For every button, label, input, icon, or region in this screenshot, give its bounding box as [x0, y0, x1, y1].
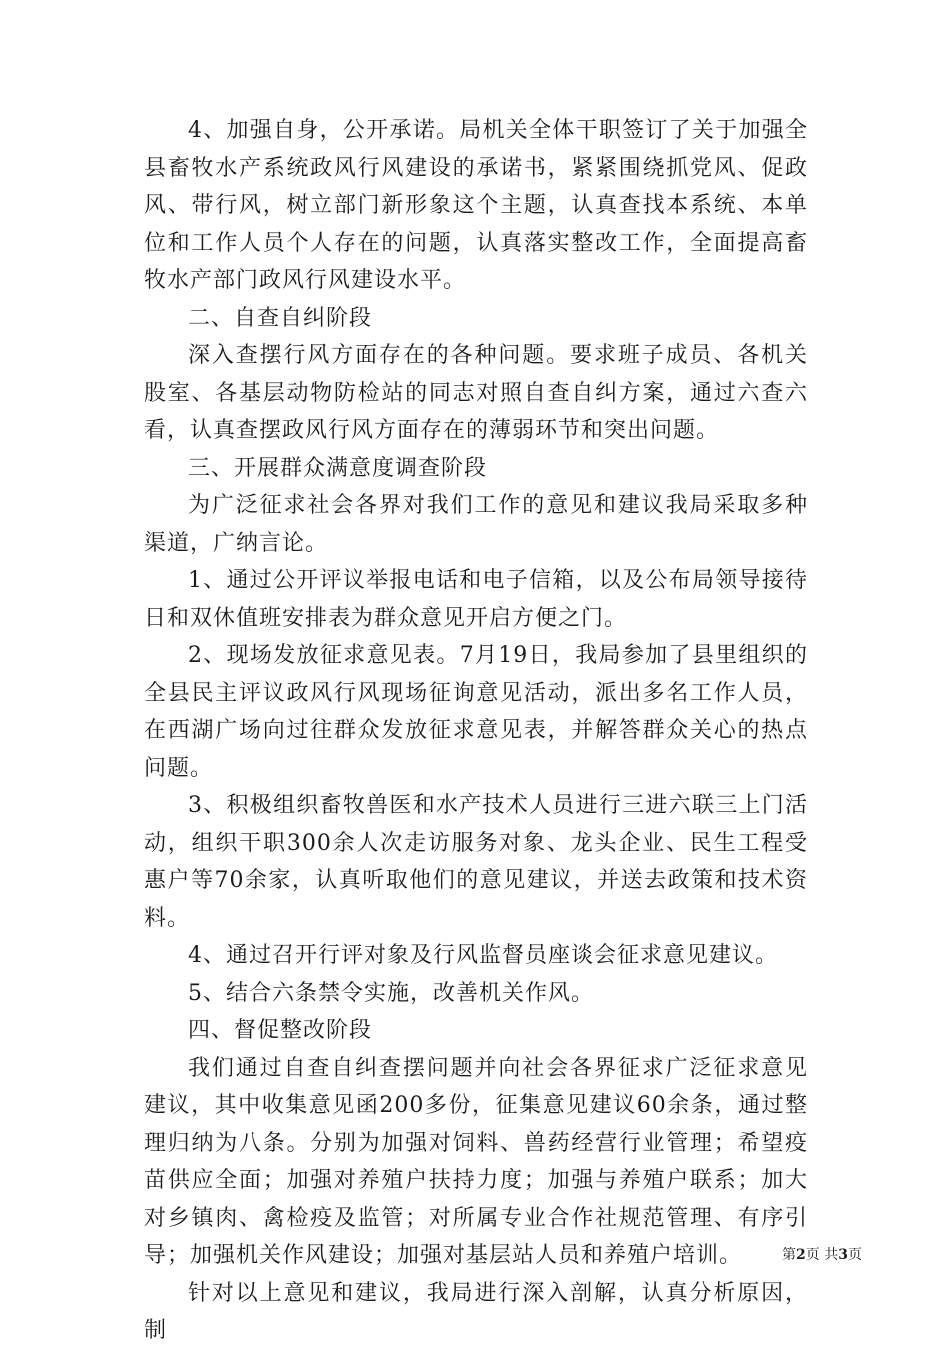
paragraph-survey-item-3: 3、积极组织畜牧兽医和水产技术人员进行三进六联三上门活动，组织干职300余人次走访服务对象、龙头企业、民生工程受惠户等70余家，认真听取他们的意见建议，并送去政策和技术资料。	[144, 793, 808, 931]
section-heading-self-inspection: 二、自查自纠阶段	[188, 305, 373, 331]
paragraph-survey-item-2: 2、现场发放征求意见表。7月19日，我局参加了县里组织的全县民主评议政风行风现场征询意见活动，派出多名工作人员，在西湖广场向过往群众发放征求意见表，并解答群众关心的热点问题。	[144, 643, 808, 781]
section-heading-rectification: 四、督促整改阶段	[188, 1018, 373, 1043]
footer-middle: 页 共	[805, 1247, 839, 1263]
paragraph-self-inspection: 深入查摆行风方面存在的各种问题。要求班子成员、各机关股室、各基层动物防检站的同志对照自查自纠方案，通过六查六看，认真查摆政风行风方面存在的薄弱环节和突出问题。	[144, 343, 808, 443]
footer-prefix: 第	[782, 1247, 797, 1263]
paragraph-survey-intro: 为广泛征求社会各界对我们工作的意见和建议我局采取多种渠道，广纳言论。	[144, 493, 808, 556]
paragraph-survey-item-5: 5、结合六条禁令实施，改善机关作风。	[188, 980, 594, 1006]
paragraph-commitment: 4、加强自身，公开承诺。局机关全体干职签订了关于加强全县畜牧水产系统政风行风建设的承诺书，紧紧围绕抓党风、促政风、带行风，树立部门新形象这个主题，认真查找本系统、本单位和工作人员个人存在的问题，认真落实整改工作，全面提高畜牧水产部门政风行风建设水平。	[144, 118, 808, 293]
footer-suffix: 页	[848, 1247, 862, 1263]
footer-current-page: 2	[796, 1247, 806, 1263]
paragraph-rectification-continued: 针对以上意见和建议，我局进行深入剖解，认真分析原因，制	[144, 1280, 808, 1343]
paragraph-survey-item-4: 4、通过召开行评对象及行风监督员座谈会征求意见建议。	[188, 943, 778, 968]
footer-total-pages: 3	[838, 1247, 848, 1263]
page-footer	[0, 1246, 862, 1264]
paragraph-rectification-summary: 我们通过自查自纠查摆问题并向社会各界征求广泛征求意见建议，其中收集意见函200多份，征集意见建议60余条，通过整理归纳为八条。分别为加强对饲料、兽药经营行业管理；希望疫苗供应全面；加强对养殖户扶持力度；加强与养殖户联系；加大对乡镇肉、禽检疫及监管；对所属专业合作社规范管理、有序引导；加强机关作风建设；加强对基层站人员和养殖户培训。	[144, 1055, 808, 1268]
paragraph-survey-item-1: 1、通过公开评议举报电话和电子信箱，以及公布局领导接待日和双休值班安排表为群众意见开启方便之门。	[144, 568, 808, 631]
document-body	[144, 112, 808, 1350]
section-heading-satisfaction-survey: 三、开展群众满意度调查阶段	[188, 455, 488, 481]
